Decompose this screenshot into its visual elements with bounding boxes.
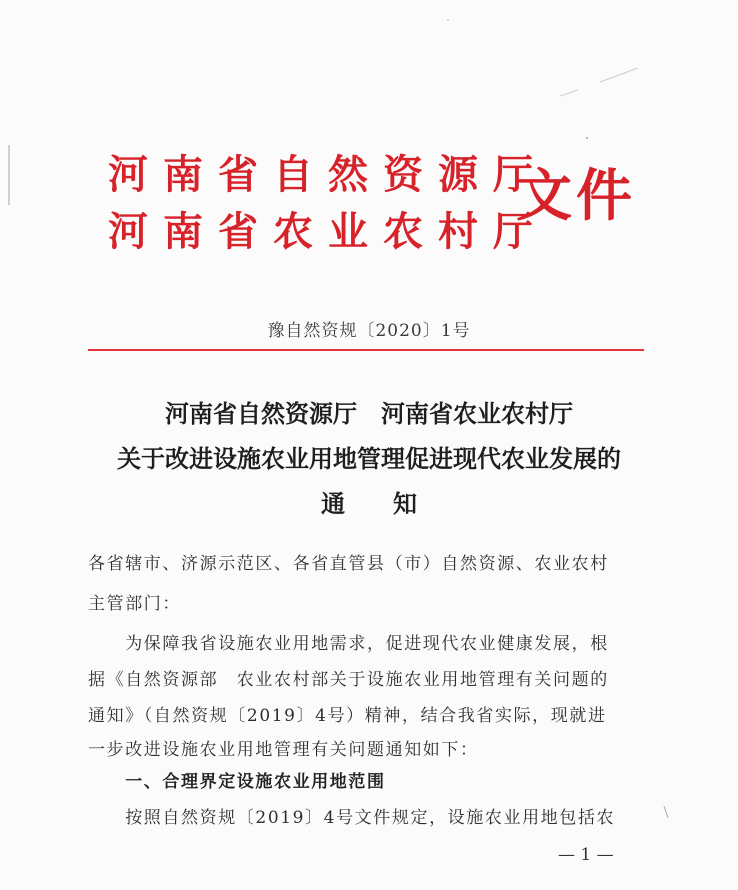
issuer-line-1: 河南省自然资源厅 [108, 151, 548, 198]
body-line: 各省辖市、济源示范区、各省直管县（市）自然资源、农业农村 [88, 554, 609, 574]
body-line: 按照自然资规〔2019〕4号文件规定，设施农业用地包括农 [88, 808, 616, 828]
body-line: 据《自然资源部 农业农村部关于设施农业用地管理有关问题的 [88, 670, 609, 690]
issuer-line-2: 河南省农业农村厅 [108, 208, 548, 255]
section-heading: 一、合理界定设施农业用地范围 [88, 772, 386, 792]
page-number: — 1 — [558, 845, 614, 865]
body-line: 主管部门： [88, 594, 181, 614]
body-line: 通知》（自然资规〔2019〕4号）精神，结合我省实际，现就进 [88, 706, 607, 726]
red-separator-line [88, 349, 644, 351]
body-line: 一步改进设施农业用地管理有关问题通知如下： [88, 740, 479, 760]
body-line: 为保障我省设施农业用地需求，促进现代农业健康发展，根 [88, 634, 609, 654]
title-line-1: 河南省自然资源厅 河南省农业农村厅 [165, 399, 573, 428]
title-line-3: 通 知 [321, 489, 417, 518]
document-type-label: 文件 [516, 163, 636, 229]
document-number: 豫自然资规〔2020〕1号 [267, 321, 471, 341]
title-line-2: 关于改进设施农业用地管理促进现代农业发展的 [117, 444, 621, 473]
scan-edge-mark [8, 145, 10, 205]
